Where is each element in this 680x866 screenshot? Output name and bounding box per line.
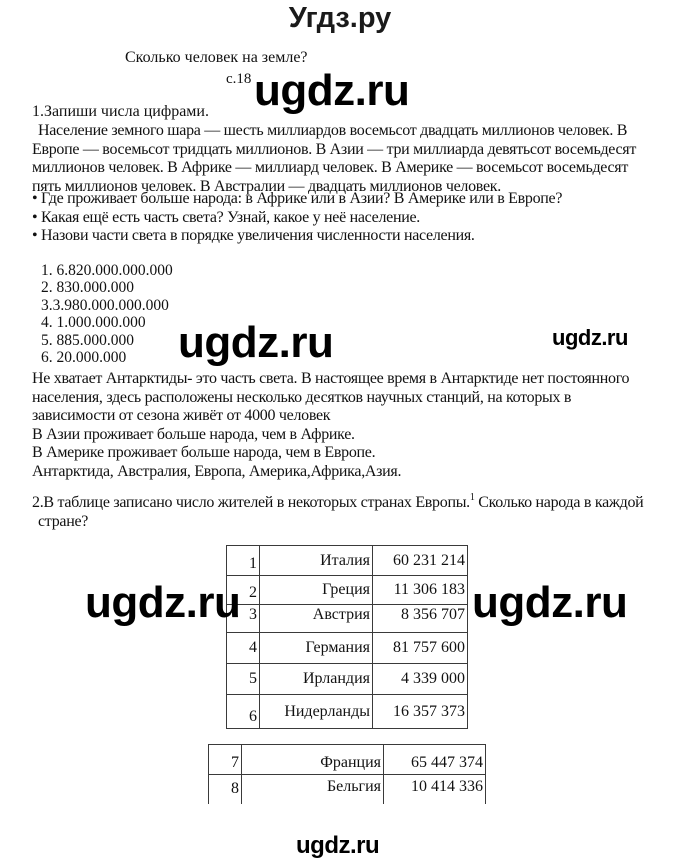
country-name: Австрия	[260, 605, 373, 633]
table-row	[227, 605, 468, 633]
population-value: 16 357 373	[373, 695, 468, 729]
country-name: Нидерланды	[260, 695, 373, 729]
table-row	[227, 546, 468, 576]
task1-title: 1.Запиши числа цифрами.	[32, 103, 209, 120]
country-name: Ирландия	[260, 664, 373, 695]
task1-paragraph-line: пять миллионов человек. В Австралии — двадцать миллионов человек.	[32, 177, 501, 195]
country-name: Бельгия	[242, 775, 384, 804]
answer-number: 5. 885.000.000	[41, 331, 134, 349]
country-name: Германия	[260, 633, 373, 664]
row-number: 1	[227, 546, 260, 576]
table-row	[209, 745, 486, 775]
population-value: 4 339 000	[373, 664, 468, 695]
answers-text	[32, 370, 629, 481]
row-number: 3	[227, 605, 260, 633]
task1-paragraph-line: Население земного шара — шесть миллиардов восемьсот двадцать миллионов человек. В	[38, 122, 628, 139]
row-number: 6	[227, 695, 260, 729]
task2-line: стране?	[38, 512, 89, 530]
task2-text: 2.В таблице записано число жителей в некоторых странах Европы.	[32, 494, 470, 511]
task2-text: Сколько народа в каждой	[474, 494, 644, 511]
answer-line: В Азии проживает больше народа, чем в Африке.	[32, 425, 355, 443]
answer-line: зависимости от сезона живёт от 4000 человек	[32, 407, 331, 424]
population-value: 11 306 183	[373, 576, 468, 605]
task2-line	[32, 494, 643, 513]
answer-number: 2. 830.000.000	[41, 279, 134, 297]
page-reference: с.18	[226, 71, 252, 87]
watermark: ugdz.ru	[472, 578, 628, 627]
population-table-1	[226, 545, 468, 729]
footer-watermark: ugdz.ru	[296, 832, 380, 859]
bullet-item: • Назови части света в порядке увеличения численности населения.	[32, 227, 475, 244]
population-value: 81 757 600	[373, 633, 468, 664]
answer-number: 6. 20.000.000	[41, 349, 127, 367]
site-title: Угдз.ру	[288, 2, 392, 34]
answer-line: В Америке проживает больше народа, чем в Европе.	[32, 444, 376, 461]
country-name: Греция	[260, 576, 373, 605]
row-number: 8	[209, 775, 242, 804]
answer-number: 3.3.980.000.000.000	[41, 296, 169, 314]
table-row	[227, 695, 468, 729]
task1-paragraph-line: миллионов человек. В Африке — миллиард человек. В Америке — восемьсот восемьдесят	[32, 159, 629, 176]
task1-paragraph-line: Европе — восемьсот тридцать миллионов. В Азии — три миллиарда девятьсот восемьдесят	[32, 140, 637, 158]
answers-number-list	[41, 262, 173, 366]
answer-number: 4. 1.000.000.000	[41, 314, 146, 332]
row-number: 5	[227, 664, 260, 695]
watermark: ugdz.ru	[85, 578, 241, 627]
population-value: 60 231 214	[373, 546, 468, 576]
task1-bullets	[32, 190, 562, 246]
bullet-item: • Какая ещё есть часть света? Узнай, какое у неё население.	[32, 208, 420, 226]
watermark: ugdz.ru	[552, 325, 628, 350]
bullet-item: • Где проживает больше народа: в Африке или в Азии? В Америке или в Европе?	[32, 190, 563, 207]
row-number: 7	[209, 745, 242, 775]
answer-line: Антарктида, Австралия, Европа, Америка,Африка,Азия.	[32, 462, 402, 480]
country-name: Италия	[260, 546, 373, 576]
population-value: 8 356 707	[373, 605, 468, 633]
population-table-2	[208, 744, 486, 804]
population-value: 10 414 336	[384, 775, 486, 804]
table-row	[227, 664, 468, 695]
table-row	[227, 633, 468, 664]
row-number: 2	[227, 576, 260, 605]
task1-paragraph	[32, 122, 637, 196]
answer-number: 1. 6.820.000.000.000	[41, 262, 173, 279]
row-number: 4	[227, 633, 260, 664]
answer-line: Не хватает Антарктиды- это часть света. В настоящее время в Антарктиде нет постоянного	[32, 370, 630, 387]
population-value: 65 447 374	[384, 745, 486, 775]
table-row	[209, 775, 486, 804]
answer-line: населения, здесь расположены несколько десятков научных станций, на которых в	[32, 388, 572, 406]
table-row	[227, 576, 468, 605]
country-name: Франция	[242, 745, 384, 775]
watermark: ugdz.ru	[178, 318, 334, 367]
task2-prompt	[32, 494, 643, 531]
footnote-mark: 1	[469, 492, 475, 503]
page-title: Сколько человек на земле?	[125, 49, 308, 66]
watermark: ugdz.ru	[254, 66, 410, 115]
